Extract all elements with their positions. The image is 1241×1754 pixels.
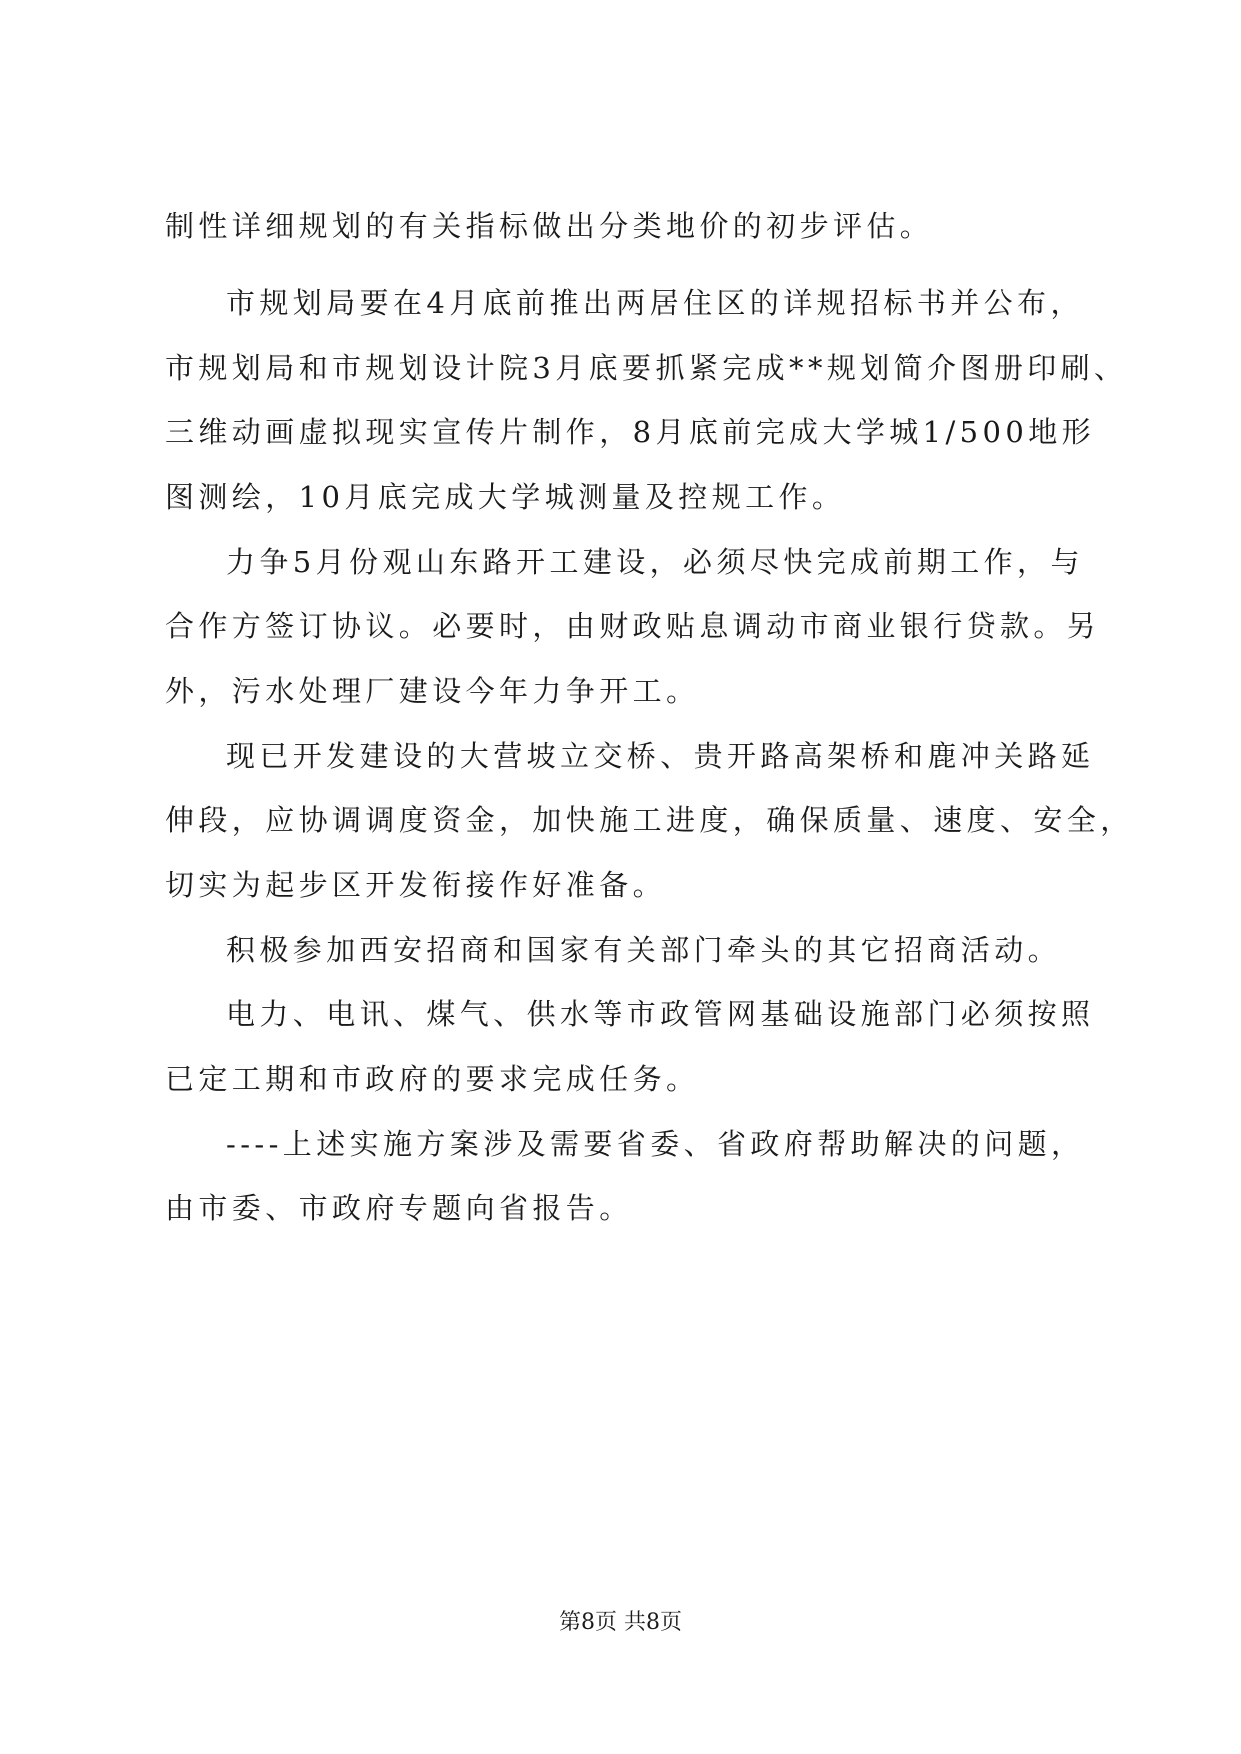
text-line: 由市委、市政府专题向省报告。 — [165, 1191, 633, 1225]
text-line: 三维动画虚拟现实宣传片制作，8月底前完成大学城1/500地形 — [165, 415, 1096, 449]
text-line: ----上述实施方案涉及需要省委、省政府帮助解决的问题， — [226, 1127, 1085, 1161]
text-line: 外，污水处理厂建设今年力争开工。 — [165, 674, 700, 708]
text-line: 积极参加西安招商和国家有关部门牵头的其它招商活动。 — [226, 933, 1062, 967]
text-line: 合作方签订协议。必要时，由财政贴息调动市商业银行贷款。另 — [165, 609, 1101, 643]
text-line: 力争5月份观山东路开工建设，必须尽快完成前期工作，与 — [226, 545, 1084, 579]
text-line: 伸段，应协调调度资金，加快施工进度，确保质量、速度、安全， — [165, 803, 1134, 837]
text-line: 电力、电讯、煤气、供水等市政管网基础设施部门必须按照 — [226, 997, 1095, 1031]
text-line: 制性详细规划的有关指标做出分类地价的初步评估。 — [165, 209, 934, 243]
text-line: 切实为起步区开发衔接作好准备。 — [165, 868, 667, 902]
text-line: 已定工期和市政府的要求完成任务。 — [165, 1062, 700, 1096]
text-line: 现已开发建设的大营坡立交桥、贵开路高架桥和鹿冲关路延 — [226, 739, 1095, 773]
text-line: 图测绘，10月底完成大学城测量及控规工作。 — [165, 480, 846, 514]
text-line: 市规划局和市规划设计院3月底要抓紧完成**规划简介图册印刷、 — [165, 351, 1128, 385]
text-line: 市规划局要在4月底前推出两居住区的详规招标书并公布， — [226, 286, 1084, 320]
page-footer: 第8页 共8页 — [559, 1610, 682, 1635]
